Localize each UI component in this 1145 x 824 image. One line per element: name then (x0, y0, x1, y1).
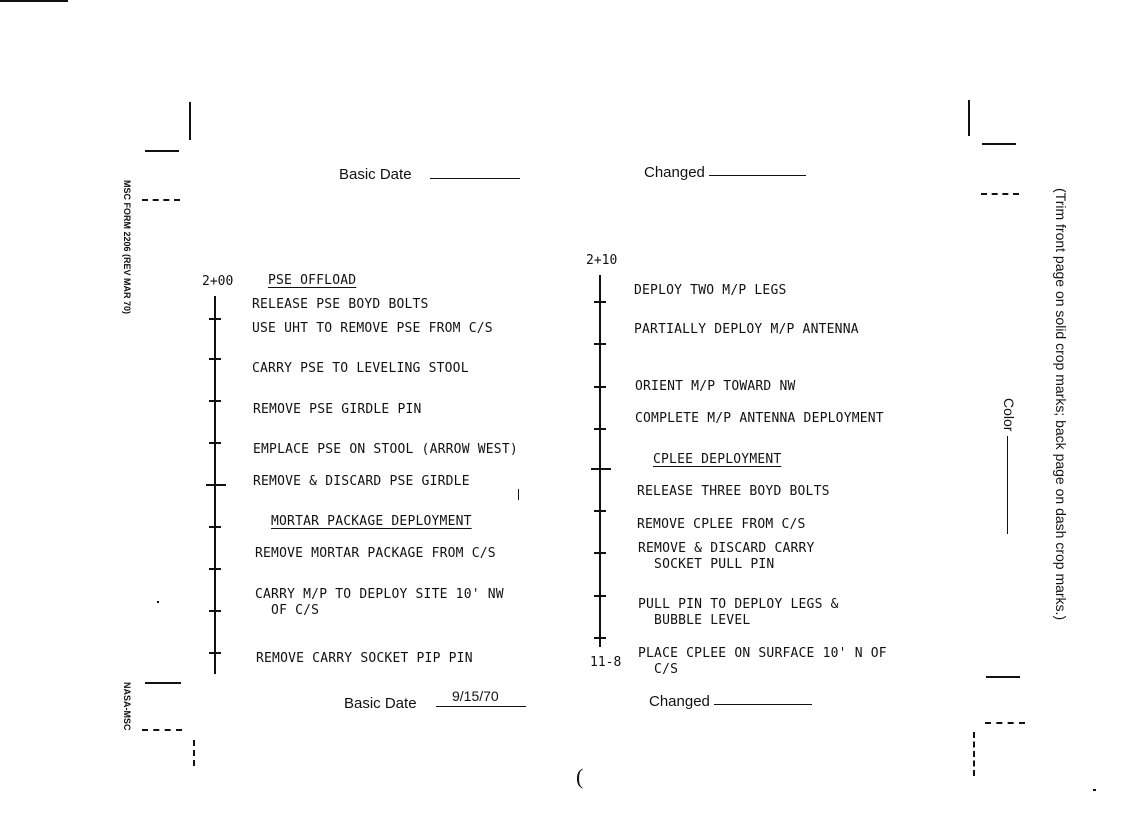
dash-crop-mark (973, 732, 975, 776)
speck (518, 489, 519, 500)
task-item: USE UHT TO REMOVE PSE FROM C/S (252, 321, 493, 336)
timeline-tick (594, 428, 606, 430)
timeline-tick (594, 510, 606, 512)
form-id: MSC FORM 2206 (REV MAR 70) (122, 180, 132, 315)
timeline-tick (209, 442, 221, 444)
dash-crop-mark (981, 193, 1019, 195)
timeline-tick (206, 484, 226, 486)
task-item: PULL PIN TO DEPLOY LEGS & BUBBLE LEVEL (638, 597, 839, 628)
timeline-tick (209, 318, 221, 320)
crop-mark (0, 0, 68, 2)
footer-basic-date-value: 9/15/70 (452, 688, 499, 704)
footer-basic-date-label: Basic Date (344, 695, 417, 712)
task-item: ORIENT M/P TOWARD NW (635, 379, 796, 394)
left-start-time: 2+00 (202, 274, 234, 289)
page-mark: ( (576, 764, 584, 789)
footer-changed-label: Changed (649, 693, 710, 710)
task-item: COMPLETE M/P ANTENNA DEPLOYMENT (635, 411, 884, 426)
crop-mark (968, 100, 970, 136)
dash-crop-mark (142, 729, 182, 731)
task-item: REMOVE CARRY SOCKET PIP PIN (256, 651, 473, 666)
dash-crop-mark (193, 740, 195, 766)
timeline-tick (209, 610, 221, 612)
speck (157, 601, 159, 603)
timeline-tick (591, 468, 611, 470)
crop-mark (145, 150, 179, 152)
dash-crop-mark (142, 199, 180, 201)
timeline-tick (209, 526, 221, 528)
timeline-tick (209, 568, 221, 570)
timeline-tick (594, 386, 606, 388)
crop-mark (145, 682, 181, 684)
task-item: REMOVE & DISCARD CARRY SOCKET PULL PIN (638, 541, 815, 572)
task-item: REMOVE CPLEE FROM C/S (637, 517, 806, 532)
task-item: RELEASE PSE BOYD BOLTS (252, 297, 429, 312)
task-item: EMPLACE PSE ON STOOL (ARROW WEST) (253, 442, 518, 457)
task-item: REMOVE PSE GIRDLE PIN (253, 402, 422, 417)
right-start-time: 2+10 (586, 253, 618, 268)
task-item: CARRY PSE TO LEVELING STOOL (252, 361, 469, 376)
timeline-tick (209, 358, 221, 360)
header-basic-date-label: Basic Date (339, 166, 412, 183)
crop-mark (986, 676, 1020, 678)
crop-mark (982, 143, 1016, 145)
timeline-tick (594, 595, 606, 597)
timeline-tick (209, 400, 221, 402)
trim-note: (Trim front page on solid crop marks; back page on dash crop marks.) (1053, 188, 1069, 621)
task-item: PARTIALLY DEPLOY M/P ANTENNA (634, 322, 859, 337)
header-changed-field (709, 175, 806, 176)
section-heading-pse-offload: PSE OFFLOAD (268, 273, 357, 288)
timeline-tick (209, 652, 221, 654)
crop-mark (189, 102, 191, 140)
timeline-tick (594, 637, 606, 639)
header-basic-date-field (430, 178, 520, 179)
footer-basic-date-field (436, 706, 526, 707)
section-heading-mortar-package: MORTAR PACKAGE DEPLOYMENT (271, 514, 472, 529)
header-changed-label: Changed (644, 164, 705, 181)
timeline-tick (594, 301, 606, 303)
task-item: DEPLOY TWO M/P LEGS (634, 283, 787, 298)
task-item: RELEASE THREE BOYD BOLTS (637, 484, 830, 499)
form-footer-id: NASA-MSC (122, 682, 132, 731)
task-item: REMOVE & DISCARD PSE GIRDLE (253, 474, 470, 489)
footer-changed-field (714, 704, 812, 705)
task-item: PLACE CPLEE ON SURFACE 10' N OF C/S (638, 646, 887, 677)
task-item: CARRY M/P TO DEPLOY SITE 10' NW OF C/S (255, 587, 504, 618)
right-timeline (599, 275, 601, 647)
timeline-tick (594, 552, 606, 554)
dash-crop-mark (985, 722, 1025, 724)
task-item: REMOVE MORTAR PACKAGE FROM C/S (255, 546, 496, 561)
color-line (1007, 436, 1008, 534)
section-heading-cplee: CPLEE DEPLOYMENT (653, 452, 782, 467)
color-label: Color (1001, 398, 1017, 432)
right-end-time: 11-8 (590, 655, 622, 670)
timeline-tick (594, 343, 606, 345)
speck (1093, 789, 1096, 791)
